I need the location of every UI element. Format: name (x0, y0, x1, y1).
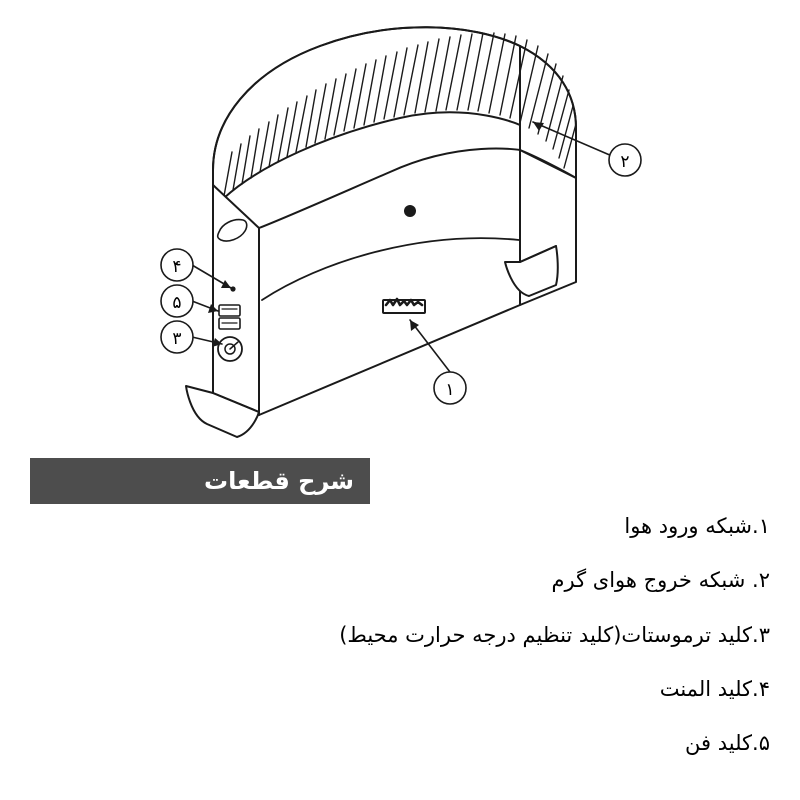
list-item: ۴.کلید المنت (659, 677, 770, 702)
heater-front-body (186, 149, 576, 437)
list-item: ۳.کلید ترموستات(کلید تنظیم درجه حرارت محیط) (339, 622, 770, 647)
callout-3-label: ۳ (172, 329, 182, 349)
list-item: ۱.شبکه ورود هوا (624, 514, 770, 538)
legend-header: شرح قطعات (30, 458, 370, 504)
callout-5-label: ۵ (172, 293, 182, 313)
parts-legend (0, 450, 800, 800)
heater-brand-plate (383, 299, 425, 313)
legend-list (0, 512, 800, 784)
callout-1-label: ۱ (445, 380, 455, 400)
list-item: ۵.کلید فن (685, 731, 770, 756)
callout-2-label: ۲ (620, 152, 630, 172)
list-item: ۲. شبکه خروج هوای گرم (551, 568, 770, 593)
callout-4-label: ۴ (172, 257, 182, 277)
